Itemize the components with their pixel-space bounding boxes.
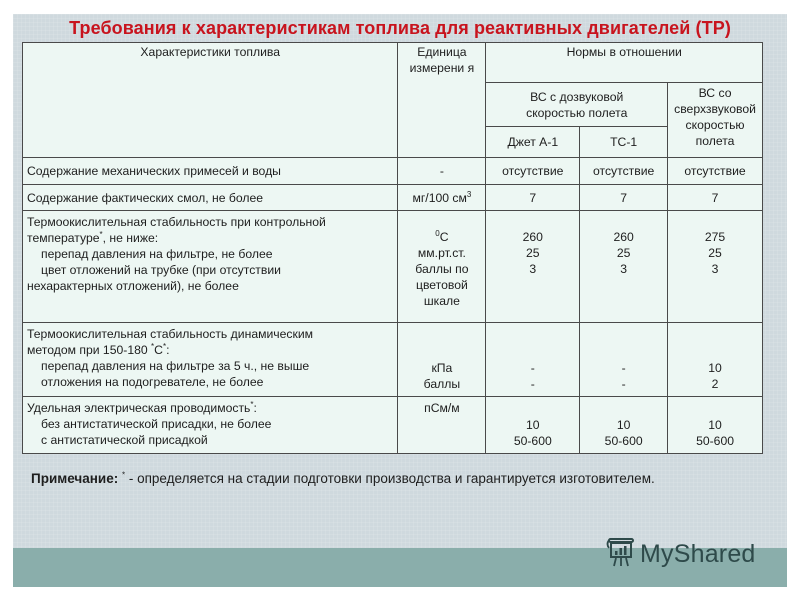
table-row bbox=[23, 323, 763, 397]
footnote-marker: * bbox=[99, 229, 103, 239]
value-line: 10 bbox=[708, 361, 722, 375]
row-unit bbox=[398, 185, 486, 211]
row-value-ts1: отсутствие bbox=[580, 158, 668, 185]
characteristic-line bbox=[27, 230, 393, 246]
unit-line: шкале bbox=[423, 294, 460, 308]
table-row bbox=[23, 397, 763, 454]
row-value-ts1: 7 bbox=[580, 185, 668, 211]
characteristic-line bbox=[27, 342, 393, 358]
value-line: - bbox=[530, 377, 535, 391]
characteristic-line bbox=[27, 400, 393, 416]
value-line: 25 bbox=[616, 246, 631, 260]
row-characteristic bbox=[23, 397, 398, 454]
characteristic-text: температуре bbox=[27, 231, 100, 245]
row-value-supersonic: 7 bbox=[668, 185, 763, 211]
unit-line: кПа bbox=[431, 361, 453, 375]
row-unit: пСм/м bbox=[398, 397, 486, 454]
characteristic-subline: цвет отложений на трубке (при отсутствии bbox=[41, 263, 281, 277]
value-line: 2 bbox=[711, 377, 719, 391]
characteristic-text: : bbox=[253, 401, 257, 415]
footnote-marker: * bbox=[250, 399, 254, 409]
value-line: 10 bbox=[526, 418, 540, 432]
row-value-jet-a1 bbox=[486, 211, 580, 323]
characteristic-subline: с антистатической присадкой bbox=[41, 433, 208, 447]
footnote-label: Примечание: bbox=[31, 471, 119, 486]
slide-title: Требования к характеристикам топлива для реактивных двигателей (ТР) bbox=[69, 18, 731, 38]
row-value-supersonic bbox=[668, 397, 763, 454]
row-value-ts1 bbox=[580, 323, 668, 397]
row-value-jet-a1 bbox=[486, 397, 580, 454]
unit-line: баллы по bbox=[415, 262, 469, 276]
value-line: 3 bbox=[711, 262, 719, 276]
value-line: 275 bbox=[704, 230, 726, 244]
row-value-ts1 bbox=[580, 397, 668, 454]
header-jet-a1: Джет А-1 bbox=[486, 127, 580, 158]
characteristic-line: Термоокислительная стабильность динамическим bbox=[27, 327, 314, 341]
header-supersonic: ВС со сверхзвуковой скоростью полета bbox=[668, 83, 763, 158]
row-characteristic bbox=[23, 323, 398, 397]
value-line: 260 bbox=[522, 230, 543, 244]
unit-line: баллы bbox=[423, 377, 461, 391]
slide bbox=[13, 14, 787, 587]
characteristic-text: , не ниже: bbox=[102, 231, 159, 245]
table-row bbox=[23, 211, 763, 323]
characteristic-subline: без антистатической присадки, не более bbox=[41, 417, 272, 431]
characteristic-subline: отложения на подогревателе, не более bbox=[41, 375, 264, 389]
footnote-text: - определяется на стадии подготовки производства и гарантируется изготовителем. bbox=[125, 471, 655, 486]
characteristic-subline: перепад давления на фильтре, не более bbox=[41, 247, 273, 261]
header-subsonic: ВС с дозвуковой скоростью полета bbox=[486, 83, 668, 127]
unit-line bbox=[402, 229, 481, 245]
characteristic-text: Удельная электрическая проводимость bbox=[27, 401, 251, 415]
unit-text: С bbox=[439, 230, 449, 244]
value-line: 10 bbox=[708, 418, 722, 432]
value-line: 10 bbox=[616, 418, 631, 432]
value-line: 3 bbox=[620, 262, 628, 276]
header-ts1: ТС-1 bbox=[580, 127, 668, 158]
row-characteristic: Содержание фактических смол, не более bbox=[23, 185, 398, 211]
value-line: 50-600 bbox=[604, 434, 643, 448]
degree-superscript: 0 bbox=[435, 228, 440, 238]
unit-line: цветовой bbox=[415, 278, 468, 292]
value-line: - bbox=[621, 377, 626, 391]
value-line: 3 bbox=[529, 262, 537, 276]
row-unit: - bbox=[398, 158, 486, 185]
value-line: - bbox=[530, 361, 535, 375]
characteristic-subline: нехарактерных отложений), не более bbox=[27, 279, 239, 293]
row-unit bbox=[398, 323, 486, 397]
watermark-logo bbox=[606, 535, 756, 574]
footnote-marker: * bbox=[151, 341, 155, 351]
row-value-supersonic bbox=[668, 323, 763, 397]
value-line: 25 bbox=[708, 246, 722, 260]
row-value-jet-a1 bbox=[486, 323, 580, 397]
characteristic-text: : bbox=[166, 343, 170, 357]
value-line: - bbox=[621, 361, 626, 375]
header-unit: Единица измерени я bbox=[398, 43, 486, 158]
row-characteristic bbox=[23, 211, 398, 323]
unit-line: мм.рт.ст. bbox=[417, 246, 466, 260]
row-unit bbox=[398, 211, 486, 323]
fuel-requirements-table bbox=[22, 42, 763, 454]
unit-text: мг/100 см bbox=[412, 190, 467, 205]
header-characteristic: Характеристики топлива bbox=[23, 43, 398, 158]
value-line: 25 bbox=[526, 246, 540, 260]
row-value-ts1 bbox=[580, 211, 668, 323]
characteristic-text: С bbox=[154, 343, 163, 357]
value-line: 50-600 bbox=[513, 434, 552, 448]
row-value-jet-a1: 7 bbox=[486, 185, 580, 211]
footnote-marker: * bbox=[121, 470, 126, 480]
footnote-marker: * bbox=[162, 341, 167, 351]
value-line: 50-600 bbox=[696, 434, 735, 448]
row-value-jet-a1: отсутствие bbox=[486, 158, 580, 185]
watermark-text: MyShared bbox=[640, 540, 756, 568]
footnote bbox=[31, 469, 711, 488]
header-norms: Нормы в отношении bbox=[486, 43, 763, 83]
characteristic-subline: перепад давления на фильтре за 5 ч., не выше bbox=[41, 359, 310, 373]
row-value-supersonic bbox=[668, 211, 763, 323]
row-value-supersonic: отсутствие bbox=[668, 158, 763, 185]
value-line: 260 bbox=[613, 230, 634, 244]
table-row bbox=[23, 158, 763, 185]
table-row bbox=[23, 185, 763, 211]
characteristic-line: Термоокислительная стабильность при контрольной bbox=[27, 215, 326, 229]
presentation-board-icon bbox=[606, 535, 636, 574]
unit-superscript: 3 bbox=[466, 189, 472, 199]
row-characteristic: Содержание механических примесей и воды bbox=[23, 158, 398, 185]
characteristic-text: методом при 150-180 bbox=[27, 343, 152, 357]
